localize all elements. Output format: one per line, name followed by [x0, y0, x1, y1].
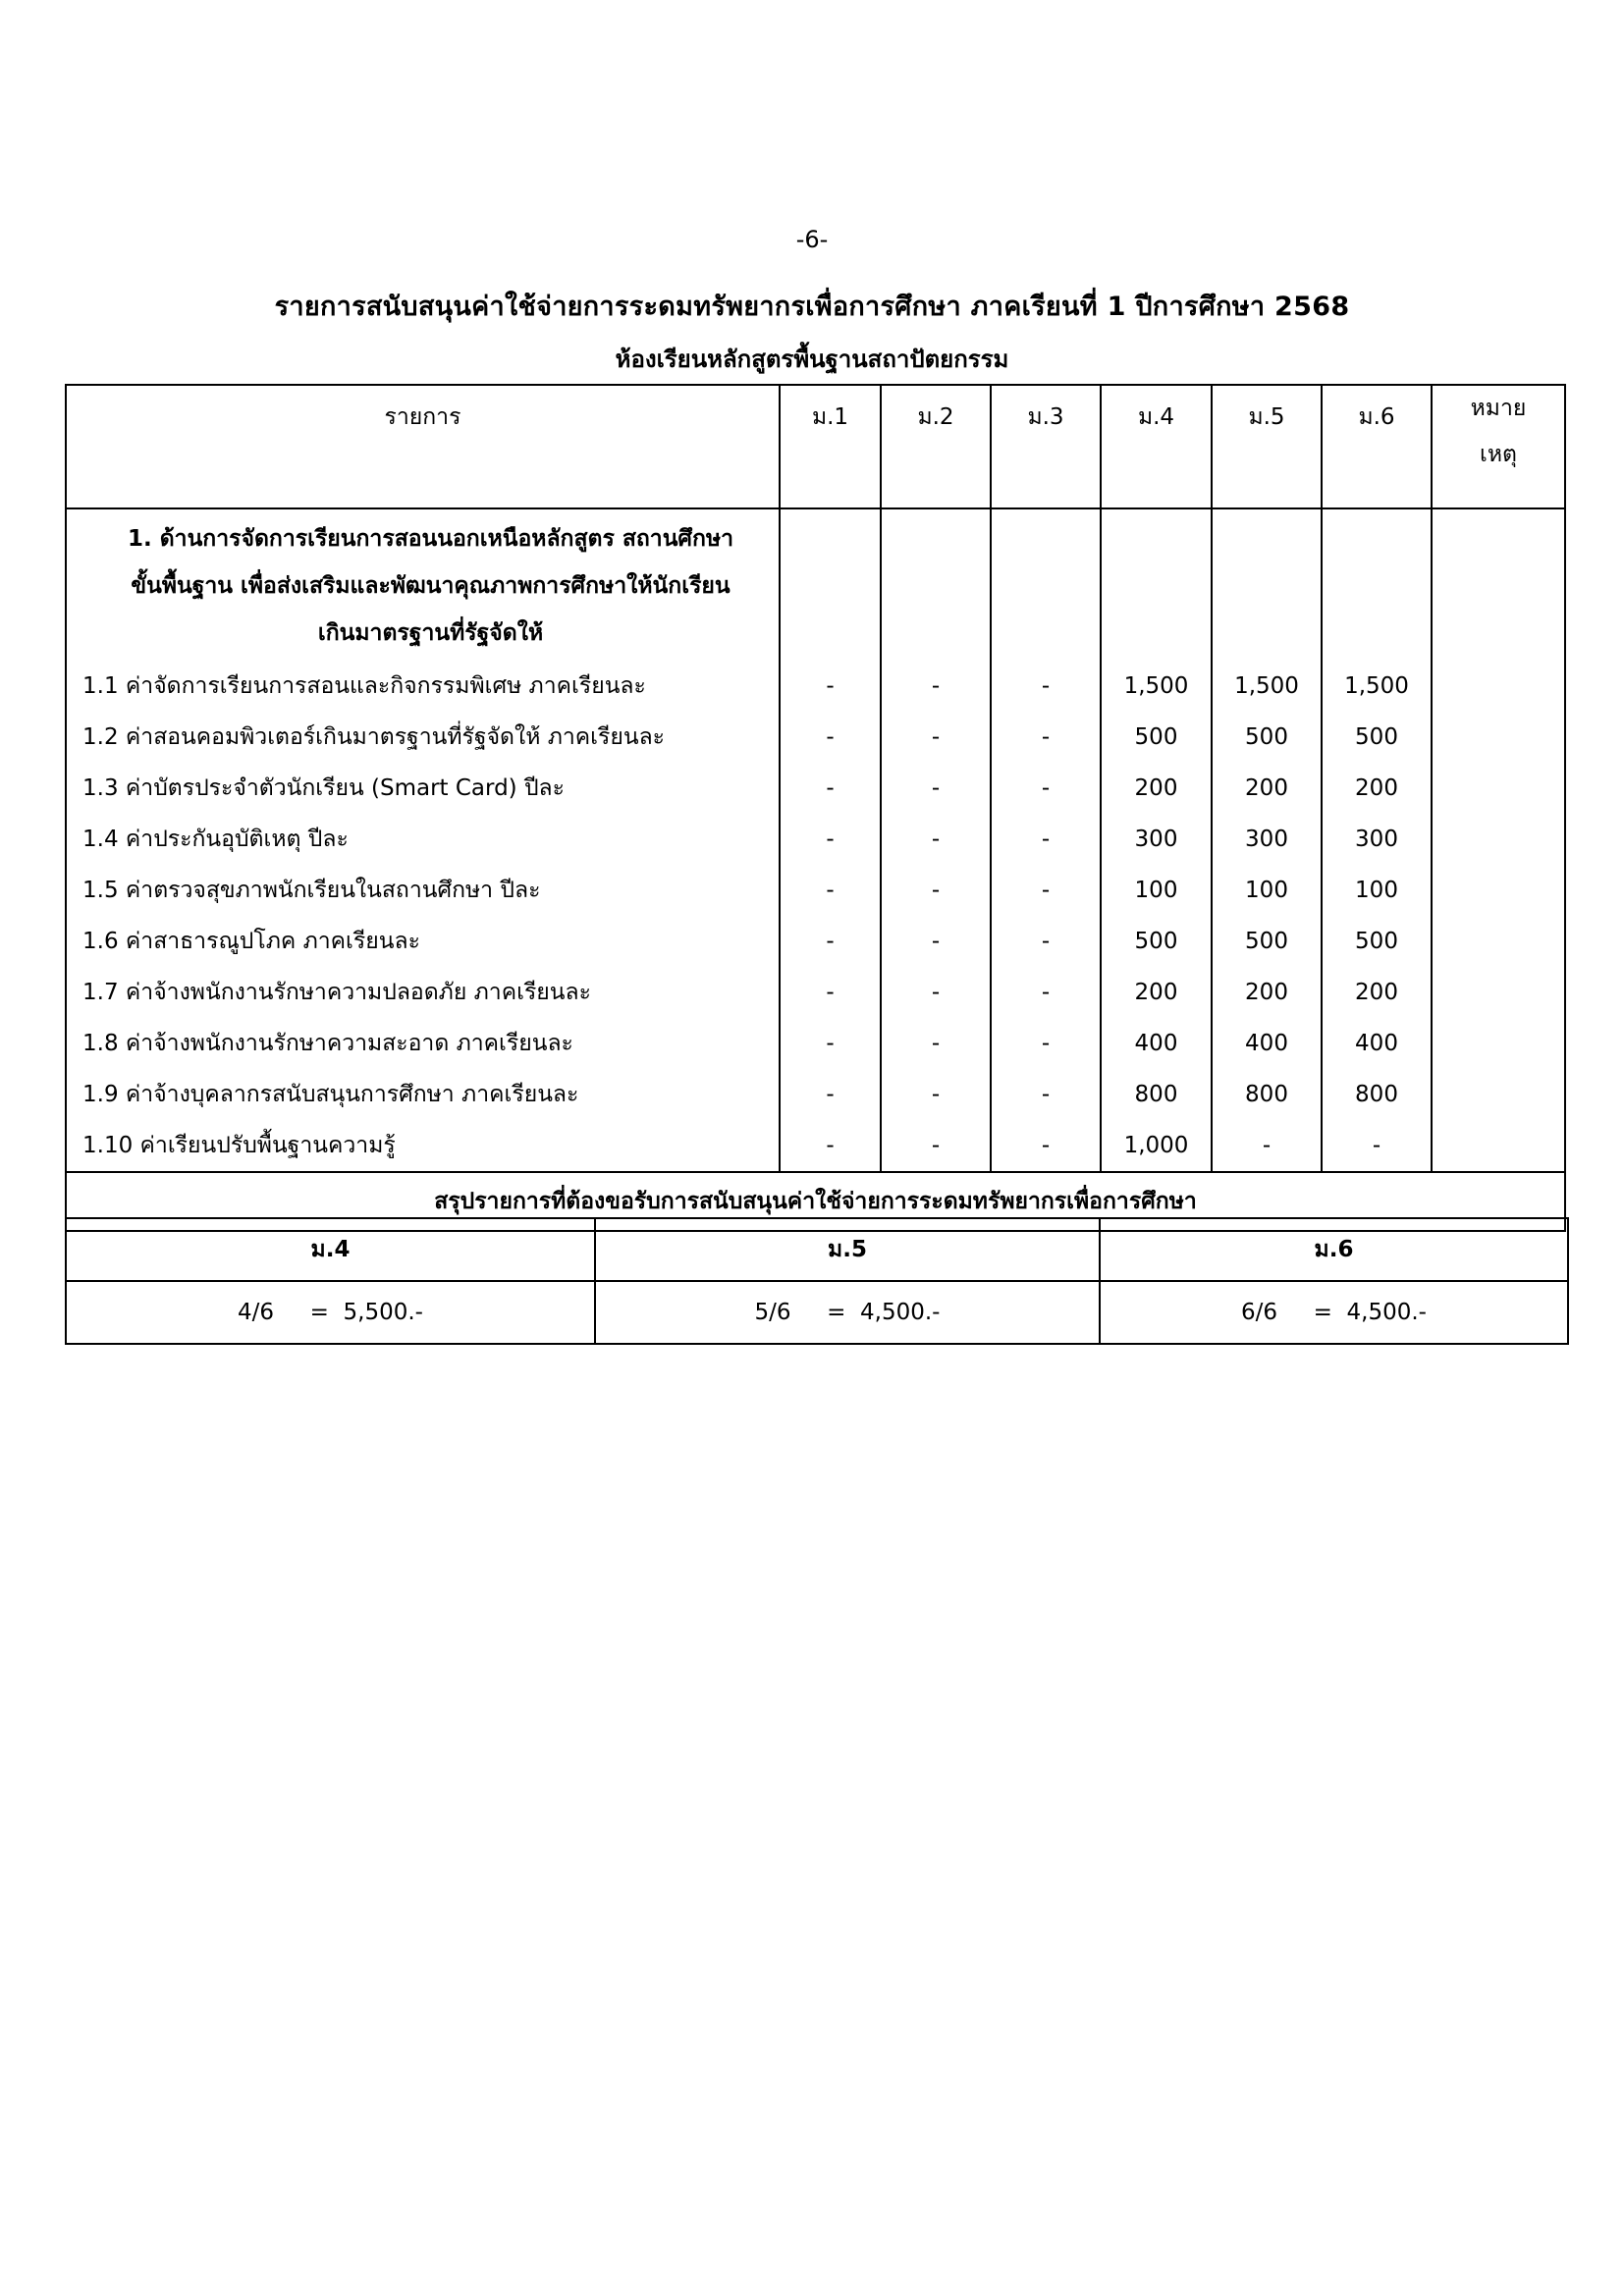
section-heading	[66, 508, 780, 661]
header-m1: ม.1	[780, 385, 881, 508]
cell-remark	[1432, 661, 1565, 712]
cell-m4: 100	[1101, 865, 1212, 916]
cell-m1: -	[780, 763, 881, 814]
item-label: 1.5 ค่าตรวจสุขภาพนักเรียนในสถานศึกษา ปีละ	[66, 865, 780, 916]
cell-m3: -	[991, 712, 1101, 763]
cell-m5: -	[1212, 1120, 1322, 1172]
header-m4: ม.4	[1101, 385, 1212, 508]
fee-table	[65, 384, 1566, 1232]
item-label: 1.4 ค่าประกันอุบัติเหตุ ปีละ	[66, 814, 780, 865]
section-heading-line3: เกินมาตรฐานที่รัฐจัดให้	[317, 620, 544, 646]
cell-m4: 200	[1101, 967, 1212, 1018]
header-remark	[1432, 385, 1565, 508]
cell-m2: -	[881, 1069, 991, 1120]
cell-m1: -	[780, 1069, 881, 1120]
cell-m5: 300	[1212, 814, 1322, 865]
summary-payment-row	[66, 1281, 1568, 1344]
table-row	[66, 1018, 1565, 1069]
cell-remark	[1432, 916, 1565, 967]
summary-grade-m4: ม.4	[66, 1218, 595, 1281]
summary-grade-row	[66, 1218, 1568, 1281]
cell-m1: -	[780, 1018, 881, 1069]
cell-m2: -	[881, 1120, 991, 1172]
cell-remark	[1432, 1018, 1565, 1069]
cell-m5: 1,500	[1212, 661, 1322, 712]
cell-m6: -	[1322, 1120, 1432, 1172]
cell-m1: -	[780, 967, 881, 1018]
cell-m3: -	[991, 661, 1101, 712]
cell-m4: 400	[1101, 1018, 1212, 1069]
cell-m2: -	[881, 763, 991, 814]
cell-m6: 800	[1322, 1069, 1432, 1120]
summary-grade-m6: ม.6	[1100, 1218, 1568, 1281]
page-title: รายการสนับสนุนค่าใช้จ่ายการระดมทรัพยากรเพื่อการศึกษา ภาคเรียนที่ 1 ปีการศึกษา 2568	[274, 292, 1350, 322]
cell-m5: 200	[1212, 763, 1322, 814]
cell-m1: -	[780, 1120, 881, 1172]
table-row	[66, 661, 1565, 712]
table-row	[66, 967, 1565, 1018]
cell-m4: 200	[1101, 763, 1212, 814]
cell-remark	[1432, 967, 1565, 1018]
cell-m2: -	[881, 916, 991, 967]
cell-m2: -	[881, 865, 991, 916]
header-m2: ม.2	[881, 385, 991, 508]
cell-remark	[1432, 1120, 1565, 1172]
cell-m3: -	[991, 865, 1101, 916]
section-row	[66, 508, 1565, 661]
summary-grade-m5: ม.5	[595, 1218, 1100, 1281]
summary-payment-m4: 4/6 = 5,500.-	[66, 1281, 595, 1344]
header-remark-line1: หมาย	[1470, 396, 1527, 421]
cell-m2: -	[881, 661, 991, 712]
cell-m4: 500	[1101, 712, 1212, 763]
cell-m6: 400	[1322, 1018, 1432, 1069]
table-row	[66, 712, 1565, 763]
cell-m3: -	[991, 916, 1101, 967]
item-label: 1.6 ค่าสาธารณูปโภค ภาคเรียนละ	[66, 916, 780, 967]
cell-m3: -	[991, 1018, 1101, 1069]
item-label: 1.7 ค่าจ้างพนักงานรักษาความปลอดภัย ภาคเรียนละ	[66, 967, 780, 1018]
cell-m6: 500	[1322, 712, 1432, 763]
cell-m6: 1,500	[1322, 661, 1432, 712]
cell-m6: 500	[1322, 916, 1432, 967]
cell-m6: 200	[1322, 967, 1432, 1018]
header-m3: ม.3	[991, 385, 1101, 508]
cell-m3: -	[991, 763, 1101, 814]
cell-remark	[1432, 865, 1565, 916]
cell-m6: 300	[1322, 814, 1432, 865]
cell-m3: -	[991, 1120, 1101, 1172]
cell-m1: -	[780, 916, 881, 967]
cell-m1: -	[780, 661, 881, 712]
cell-m4: 1,500	[1101, 661, 1212, 712]
page-subtitle: ห้องเรียนหลักสูตรพื้นฐานสถาปัตยกรรม	[615, 346, 1009, 373]
cell-m6: 200	[1322, 763, 1432, 814]
table-row	[66, 1120, 1565, 1172]
cell-m1: -	[780, 712, 881, 763]
cell-m5: 500	[1212, 712, 1322, 763]
cell-m5: 500	[1212, 916, 1322, 967]
cell-m2: -	[881, 1018, 991, 1069]
cell-m5: 400	[1212, 1018, 1322, 1069]
cell-m4: 300	[1101, 814, 1212, 865]
cell-m2: -	[881, 967, 991, 1018]
cell-m6: 100	[1322, 865, 1432, 916]
cell-m4: 800	[1101, 1069, 1212, 1120]
item-label: 1.9 ค่าจ้างบุคลากรสนับสนุนการศึกษา ภาคเรียนละ	[66, 1069, 780, 1120]
cell-m3: -	[991, 814, 1101, 865]
cell-remark	[1432, 712, 1565, 763]
cell-m2: -	[881, 814, 991, 865]
table-row	[66, 814, 1565, 865]
cell-m1: -	[780, 865, 881, 916]
cell-m4: 1,000	[1101, 1120, 1212, 1172]
summary-title: สรุปรายการที่ต้องขอรับการสนับสนุนค่าใช้จ่ายการระดมทรัพยากรเพื่อการศึกษา	[66, 1172, 1565, 1231]
item-label: 1.1 ค่าจัดการเรียนการสอนและกิจกรรมพิเศษ ภาคเรียนละ	[66, 661, 780, 712]
page-number: -6-	[795, 226, 829, 253]
section-heading-line2: ขั้นพื้นฐาน เพื่อส่งเสริมและพัฒนาคุณภาพการศึกษาให้นักเรียน	[131, 573, 731, 599]
header-m5: ม.5	[1212, 385, 1322, 508]
table-header-row	[66, 385, 1565, 508]
item-label: 1.10 ค่าเรียนปรับพื้นฐานความรู้	[66, 1120, 780, 1172]
cell-m5: 800	[1212, 1069, 1322, 1120]
item-label: 1.8 ค่าจ้างพนักงานรักษาความสะอาด ภาคเรียนละ	[66, 1018, 780, 1069]
table-row	[66, 865, 1565, 916]
table-row	[66, 1069, 1565, 1120]
cell-m2: -	[881, 712, 991, 763]
summary-table	[65, 1217, 1569, 1345]
cell-m5: 100	[1212, 865, 1322, 916]
item-label: 1.2 ค่าสอนคอมพิวเตอร์เกินมาตรฐานที่รัฐจัดให้ ภาคเรียนละ	[66, 712, 780, 763]
header-m6: ม.6	[1322, 385, 1432, 508]
cell-remark	[1432, 763, 1565, 814]
section-heading-line1: 1. ด้านการจัดการเรียนการสอนนอกเหนือหลักสูตร สถานศึกษา	[127, 526, 734, 552]
cell-m3: -	[991, 1069, 1101, 1120]
cell-m1: -	[780, 814, 881, 865]
cell-remark	[1432, 814, 1565, 865]
cell-m3: -	[991, 967, 1101, 1018]
cell-m4: 500	[1101, 916, 1212, 967]
cell-remark	[1432, 1069, 1565, 1120]
cell-m5: 200	[1212, 967, 1322, 1018]
table-row	[66, 763, 1565, 814]
summary-payment-m5: 5/6 = 4,500.-	[595, 1281, 1100, 1344]
header-remark-line2: เหตุ	[1480, 442, 1517, 467]
item-label: 1.3 ค่าบัตรประจำตัวนักเรียน (Smart Card) ปีละ	[66, 763, 780, 814]
table-row	[66, 916, 1565, 967]
header-item: รายการ	[66, 385, 780, 508]
summary-payment-m6: 6/6 = 4,500.-	[1100, 1281, 1568, 1344]
